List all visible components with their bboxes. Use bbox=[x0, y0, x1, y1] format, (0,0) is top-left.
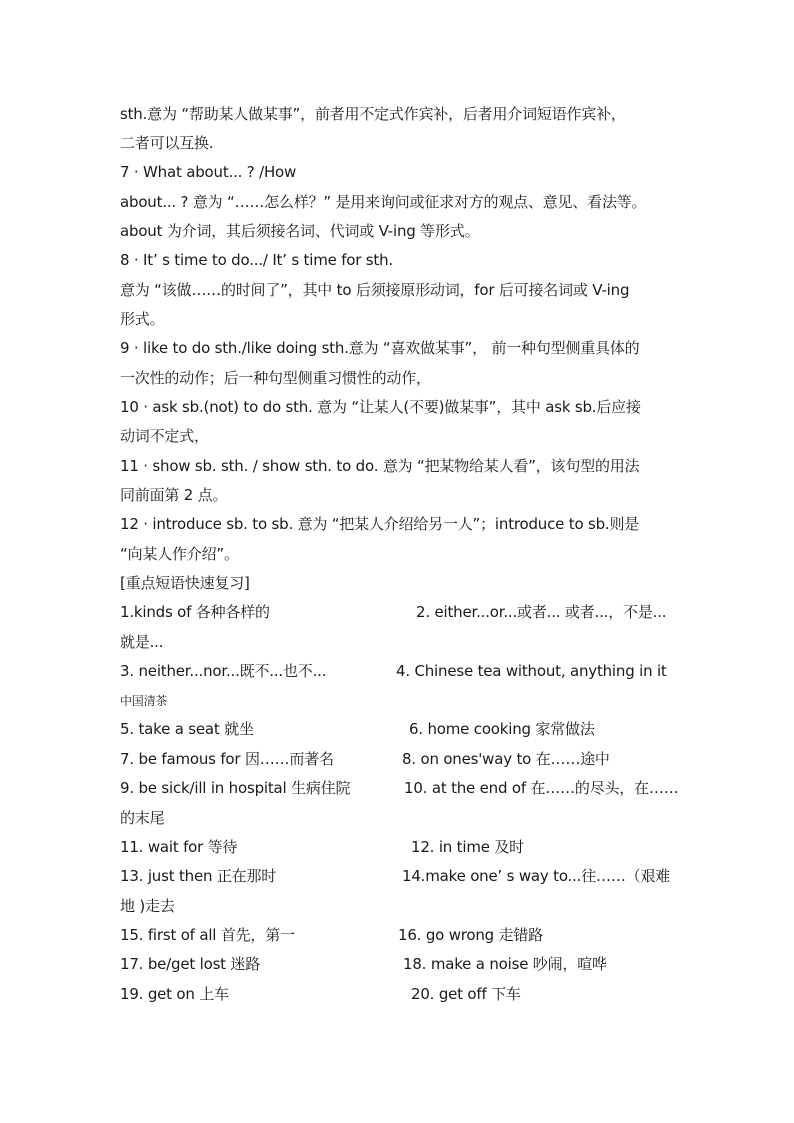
phrase-item: 4. Chinese tea without, anything in it bbox=[396, 662, 667, 680]
phrase-item: 8. on ones'way to 在……途中 bbox=[402, 750, 610, 768]
phrase-item: 17. be/get lost 迷路 bbox=[120, 955, 261, 973]
section-heading: [重点短语快速复习] bbox=[120, 574, 250, 592]
phrase-item: 2. either...or...或者... 或者...，不是... bbox=[416, 603, 667, 621]
phrase-item: 9. be sick/ill in hospital 生病住院 bbox=[120, 779, 351, 797]
phrase-item: 16. go wrong 走错路 bbox=[398, 926, 543, 944]
text-line: about 为介词，其后须接名词、代词或 V-ing 等形式。 bbox=[120, 222, 480, 240]
phrase-item: 14.make one’ s way to...往……（艰难 bbox=[402, 867, 671, 885]
phrase-item: 20. get off 下车 bbox=[411, 985, 521, 1003]
phrase-continuation: 中国清茶 bbox=[120, 694, 168, 708]
text-line: 二者可以互换. bbox=[120, 134, 214, 152]
text-line: 一次性的动作；后一种句型侧重习惯性的动作， bbox=[120, 369, 431, 387]
phrase-item: 15. first of all 首先，第一 bbox=[120, 926, 295, 944]
text-line: sth.意为 “帮助某人做某事”，前者用不定式作宾补，后者用介词短语作宾补， bbox=[120, 105, 626, 123]
phrase-continuation: 就是... bbox=[120, 633, 164, 651]
text-line: 形式。 bbox=[120, 310, 165, 328]
text-line: 9 · like to do sth./like doing sth.意为 “喜欢做某事”， 前一种句型侧重具体的 bbox=[120, 339, 640, 357]
phrase-item: 7. be famous for 因……而著名 bbox=[120, 750, 334, 768]
phrase-item: 6. home cooking 家常做法 bbox=[409, 720, 595, 738]
phrase-item: 1.kinds of 各种各样的 bbox=[120, 603, 270, 621]
text-line: 同前面第 2 点。 bbox=[120, 486, 228, 504]
phrase-item: 18. make a noise 吵闹，喧哗 bbox=[403, 955, 607, 973]
text-line: 11 · show sb. sth. / show sth. to do. 意为 “把某物给某人看”，该句型的用法 bbox=[120, 457, 640, 475]
phrase-item: 11. wait for 等待 bbox=[120, 838, 238, 856]
text-line: 10 · ask sb.(not) to do sth. 意为 “让某人(不要)做某事”，其中 ask sb.后应接 bbox=[120, 398, 641, 416]
text-line: “向某人作介绍”。 bbox=[120, 545, 239, 563]
phrase-continuation: 的末尾 bbox=[120, 809, 165, 827]
phrase-item: 10. at the end of 在……的尽头，在…… bbox=[404, 779, 679, 797]
text-line: 意为 “该做……的时间了”，其中 to 后须接原形动词，for 后可接名词或 V-ing bbox=[120, 281, 630, 299]
phrase-item: 13. just then 正在那时 bbox=[120, 867, 277, 885]
phrase-item: 19. get on 上车 bbox=[120, 985, 229, 1003]
phrase-item: 5. take a seat 就坐 bbox=[120, 720, 254, 738]
phrase-continuation: 地 )走去 bbox=[120, 897, 175, 915]
text-line: 8 · It’ s time to do.../ It’ s time for sth. bbox=[120, 251, 393, 269]
phrase-item: 3. neither...nor...既不...也不... bbox=[120, 662, 327, 680]
phrase-item: 12. in time 及时 bbox=[411, 838, 524, 856]
text-line: 12 · introduce sb. to sb. 意为 “把某人介绍给另一人”；introduce to sb.则是 bbox=[120, 515, 640, 533]
text-line: 7 · What about... ? /How bbox=[120, 163, 297, 181]
text-line: about... ? 意为 “……怎么样？” 是用来询问或征求对方的观点、意见、看法等。 bbox=[120, 193, 647, 211]
text-line: 动词不定式， bbox=[120, 427, 209, 445]
